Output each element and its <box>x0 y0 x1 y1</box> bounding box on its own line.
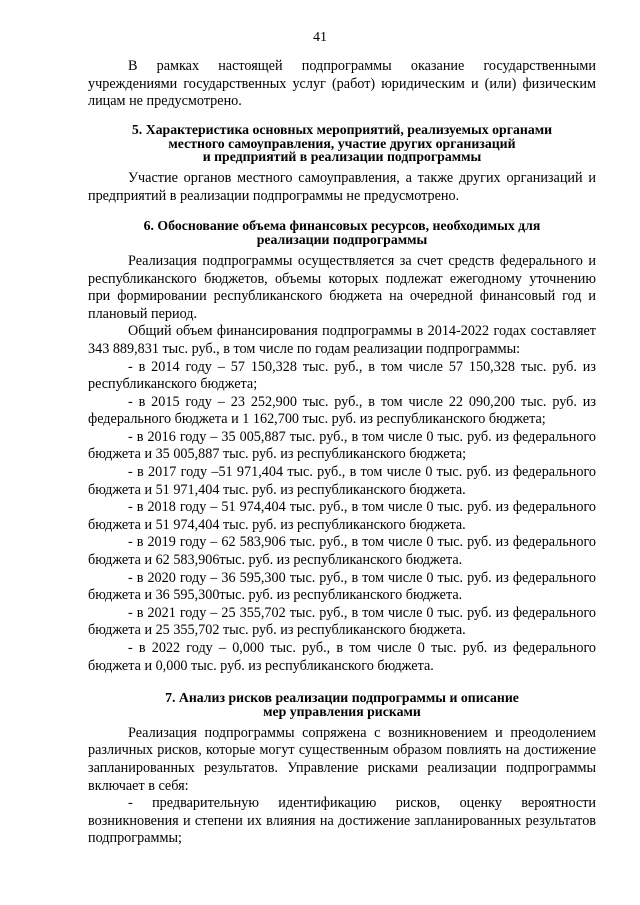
section-6-paragraph-2: Общий объем финансирования подпрограммы в 2014-2022 годах составляет 343 889,831 тыс. руб., в том числе по годам реализации подпрограммы: <box>88 323 596 357</box>
page-number: 41 <box>313 30 327 45</box>
page-body <box>88 58 596 848</box>
funding-item-2022: - в 2022 году – 0,000 тыс. руб., в том числе 0 тыс. руб. из федерального бюджета и 0,000 тыс. руб. из республиканского бюджета. <box>88 640 596 674</box>
section-5-heading <box>88 123 596 164</box>
funding-item-2014: - в 2014 году – 57 150,328 тыс. руб., в том числе 57 150,328 тыс. руб. из республиканского бюджета; <box>88 358 596 393</box>
section-7-paragraph-1: Реализация подпрограммы сопряжена с возникновением и преодолением различных рисков, которые могут существенным образом повлиять на достижение запланированных результатов. Управление рисками реализации подпрограммы включает в себя: <box>88 724 596 794</box>
section-6-paragraph-1: Реализация подпрограммы осуществляется за счет средств федерального и республиканского бюджетов, объемы которых подлежат ежегодному уточнению при формировании республиканского бюджета на очередной финансовый год и плановый период. <box>88 252 596 322</box>
section-5-heading-line-1: 5. Характеристика основных мероприятий, реализуемых органами <box>131 121 553 137</box>
funding-item-2020: - в 2020 году – 36 595,300 тыс. руб., в том числе 0 тыс. руб. из федерального бюджета и 36 595,300тыс. руб. из республиканского бюджета. <box>88 569 596 604</box>
funding-item-2018: - в 2018 году – 51 974,404 тыс. руб., в том числе 0 тыс. руб. из федерального бюджета и 51 974,404 тыс. руб. из республиканского бюджета. <box>88 499 596 533</box>
section-5-paragraph: Участие органов местного самоуправления, а также других организаций и предприятий в реализации подпрограммы не предусмотрено. <box>88 170 596 204</box>
section-5-heading-line-3: и предприятий в реализации подпрограммы <box>202 149 482 165</box>
section-7-heading-line-2: мер управления рисками <box>263 704 421 719</box>
funding-item-2016: - в 2016 году – 35 005,887 тыс. руб., в том числе 0 тыс. руб. из федерального бюджета и 35 005,887 тыс. руб. из республиканского бюджета; <box>88 428 596 463</box>
section-7-heading <box>88 691 596 719</box>
section-7-heading-line-1: 7. Анализ рисков реализации подпрограммы и описание <box>165 690 519 706</box>
intro-paragraph: В рамках настоящей подпрограммы оказание государственными учреждениями государственных услуг (работ) юридическим и (или) физическим лицам не предусмотрено. <box>88 58 596 110</box>
funding-item-2015: - в 2015 году – 23 252,900 тыс. руб., в том числе 22 090,200 тыс. руб. из федерального бюджета и 1 162,700 тыс. руб. из республиканского бюджета; <box>88 393 596 428</box>
section-6-heading <box>88 219 596 247</box>
funding-item-2021: - в 2021 году – 25 355,702 тыс. руб., в том числе 0 тыс. руб. из федерального бюджета и 25 355,702 тыс. руб. из республиканского бюджета. <box>88 604 596 639</box>
section-5-heading-line-2: местного самоуправления, участие других организаций <box>168 135 516 151</box>
section-6-heading-line-1: 6. Обоснование объема финансовых ресурсов, необходимых для <box>143 218 541 234</box>
funding-item-2019: - в 2019 году – 62 583,906 тыс. руб., в том числе 0 тыс. руб. из федерального бюджета и 62 583,906тыс. руб. из республиканского бюджета. <box>88 534 596 569</box>
section-7-list-item-1: - предварительную идентификацию рисков, оценку вероятности возникновения и степени их влияния на достижение запланированных результатов подпрограммы; <box>88 795 596 847</box>
section-6-heading-line-2: реализации подпрограммы <box>256 232 428 248</box>
funding-list <box>88 359 596 676</box>
funding-item-2017: - в 2017 году –51 971,404 тыс. руб., в том числе 0 тыс. руб. из федерального бюджета и 51 971,404 тыс. руб. из республиканского бюджета. <box>88 464 596 498</box>
